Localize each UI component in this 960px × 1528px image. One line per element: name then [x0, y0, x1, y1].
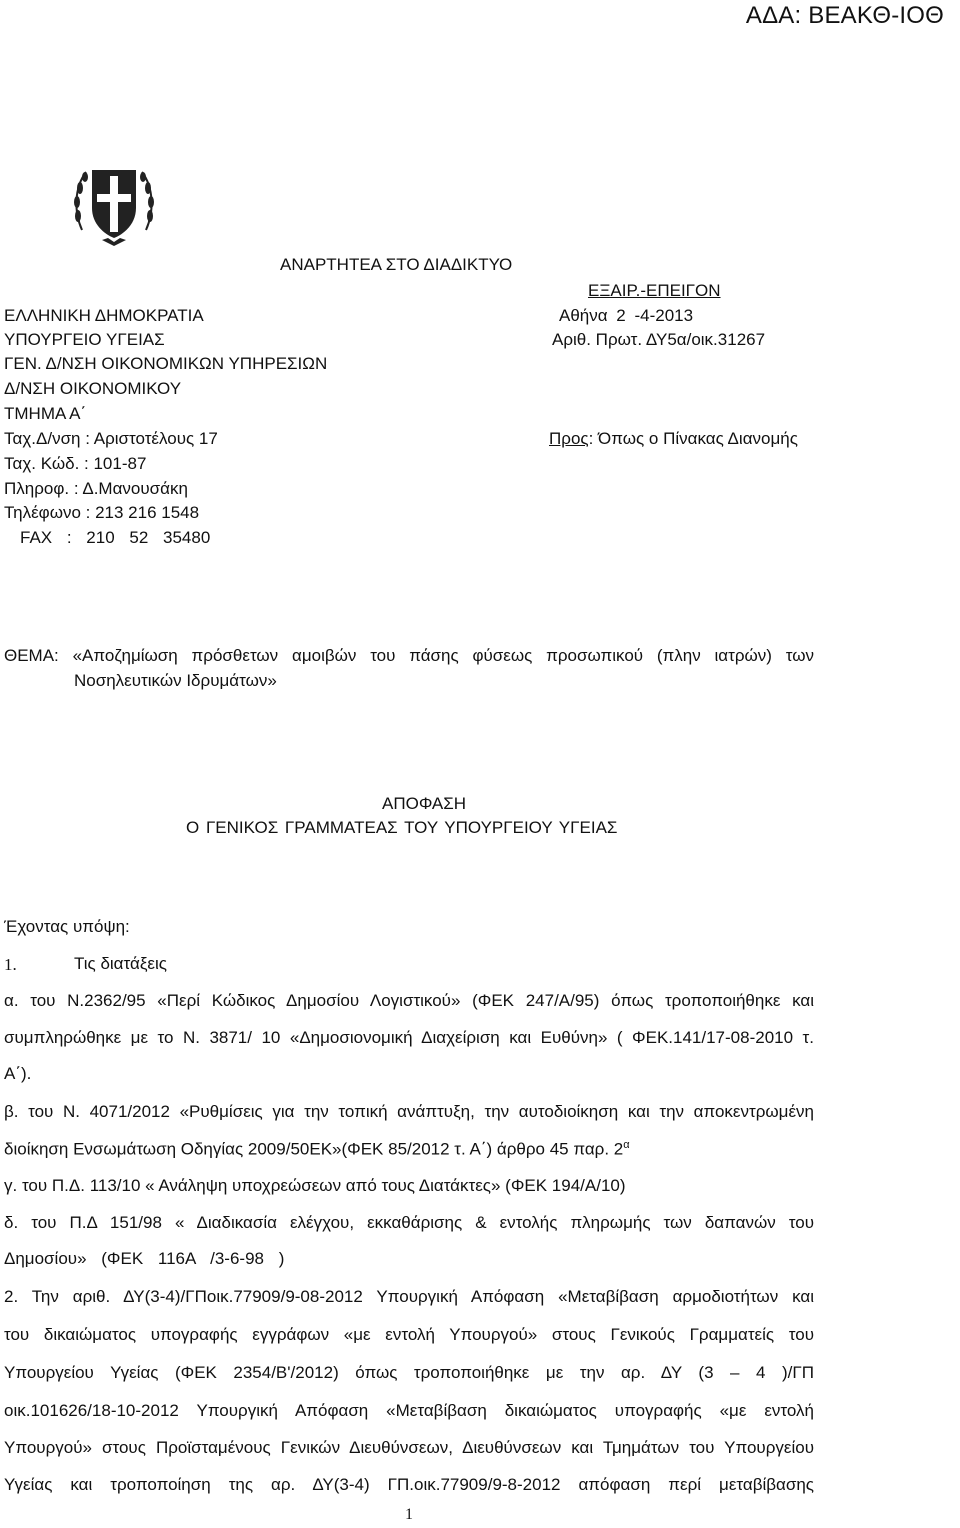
subject-line-2: Νοσηλευτικών Ιδρυμάτων»	[74, 671, 277, 690]
sender-line-1: ΕΛΛΗΝΙΚΗ ΔΗΜΟΚΡΑΤΙΑ	[4, 306, 204, 325]
para-d-line-2: Δημοσίου» (ΦΕΚ 116Α /3-6-98 )	[4, 1249, 285, 1268]
para-a-line-2: συμπληρώθηκε με το Ν. 3871/ 10 «Δημοσιονομική Διαχείριση και Ευθύνη» ( ΦΕΚ.141/17-08-2010 τ.	[4, 1028, 814, 1047]
para-2-line-6: Υγείας και τροποποίηση της αρ. ΔΥ(3-4) ΓΠ.οικ.77909/9-8-2012 απόφαση περί μεταβίβασης	[4, 1475, 814, 1494]
item-1-text: Τις διατάξεις	[74, 954, 167, 973]
decision-title: ΑΠΟΦΑΣΗ	[382, 794, 467, 813]
para-2-line-1: 2. Την αριθ. ΔΥ(3-4)/ΓΠοικ.77909/9-08-2012 Υπουργική Απόφαση «Μεταβίβαση αρμοδιοτήτων και	[4, 1287, 814, 1306]
posting-note: ΑΝΑΡΤΗΤΕΑ ΣΤΟ ΔΙΑΔΙΚΤΥΟ	[280, 255, 513, 274]
considering-heading: Έχοντας υπόψη:	[4, 917, 130, 936]
subject-line-1: ΘΕΜΑ: «Αποζημίωση πρόσθετων αμοιβών του πάσης φύσεως προσωπικού (πλην ιατρών) των	[4, 646, 814, 665]
sender-address: Ταχ.Δ/νση : Αριστοτέλους 17	[4, 429, 218, 448]
urgency-note: ΕΞΑΙΡ.-ΕΠΕΙΓΟΝ	[588, 281, 721, 300]
recipient-value: : Όπως ο Πίνακας Διανομής	[588, 429, 798, 448]
greek-coat-of-arms-icon	[72, 160, 156, 250]
protocol-number: Αριθ. Πρωτ. ΔΥ5α/οικ.31267	[552, 330, 766, 349]
para-b-line-2-text: διοίκηση Ενσωμάτωση Οδηγίας 2009/50ΕΚ»(ΦΕΚ 85/2012 τ. Α΄) άρθρο 45 παρ. 2	[4, 1139, 624, 1159]
sender-postal-code: Ταχ. Κώδ. : 101-87	[4, 454, 147, 473]
ada-code: ΑΔΑ: ΒΕΑΚΘ-ΙΟΘ	[745, 2, 944, 29]
sender-line-5: ΤΜΗΜΑ Α΄	[4, 404, 87, 423]
sender-line-4: Δ/ΝΣΗ ΟΙΚΟΝΟΜΙΚΟΥ	[4, 379, 182, 398]
page-number: 1	[405, 1506, 413, 1523]
para-b-superscript: α	[623, 1139, 630, 1151]
sender-phone: Τηλέφωνο : 213 216 1548	[4, 503, 200, 522]
recipient	[549, 429, 798, 449]
para-2-line-5: Υπουργού» στους Προϊσταμένους Γενικών Διευθύνσεων, Διευθύνσεων και Τμημάτων του Υπουργείου	[4, 1438, 814, 1457]
para-b-line-2	[4, 1139, 630, 1160]
para-2-line-3: Υπουργείου Υγείας (ΦΕΚ 2354/Β'/2012) όπως τροποποιήθηκε με την αρ. ΔΥ (3 – 4 )/ΓΠ	[4, 1363, 814, 1382]
sender-line-2: ΥΠΟΥΡΓΕΙΟ ΥΓΕΙΑΣ	[4, 330, 165, 349]
para-c-line-1: γ. του Π.Δ. 113/10 « Ανάληψη υποχρεώσεων από τους Διατάκτες» (ΦΕΚ 194/Α/10)	[4, 1176, 626, 1195]
document-date: Αθήνα 2 -4-2013	[559, 306, 694, 325]
para-a-line-3: Α΄).	[4, 1064, 32, 1083]
decision-issuer: Ο ΓΕΝΙΚΟΣ ΓΡΑΜΜΑΤΕΑΣ ΤΟΥ ΥΠΟΥΡΓΕΙΟΥ ΥΓΕΙΑΣ	[186, 818, 618, 837]
sender-info: Πληροφ. : Δ.Μανουσάκη	[4, 479, 188, 498]
sender-line-3: ΓΕΝ. Δ/ΝΣΗ ΟΙΚΟΝΟΜΙΚΩΝ ΥΠΗΡΕΣΙΩΝ	[4, 354, 328, 373]
sender-fax: FAX : 210 52 35480	[20, 528, 211, 547]
para-a-line-1: α. του Ν.2362/95 «Περί Κώδικος Δημοσίου Λογιστικού» (ΦΕΚ 247/Α/95) όπως τροποποιήθηκε και	[4, 991, 814, 1010]
para-d-line-1: δ. του Π.Δ 151/98 « Διαδικασία ελέγχου, εκκαθάρισης & εντολής πληρωμής των δαπανών του	[4, 1213, 814, 1232]
recipient-label: Προς	[549, 429, 589, 448]
para-2-line-2: του δικαιώματος υπογραφής εγγράφων «με εντολή Υπουργού» στους Γενικούς Γραμματείς του	[4, 1325, 814, 1344]
item-1-number: 1.	[4, 955, 17, 974]
para-2-line-4: οικ.101626/18-10-2012 Υπουργική Απόφαση «Μεταβίβαση δικαιώματος υπογραφής «με εντολή	[4, 1401, 814, 1420]
para-b-line-1: β. του Ν. 4071/2012 «Ρυθμίσεις για την τοπική ανάπτυξη, την αυτοδιοίκηση και την αποκεντρωμένη	[4, 1102, 814, 1121]
